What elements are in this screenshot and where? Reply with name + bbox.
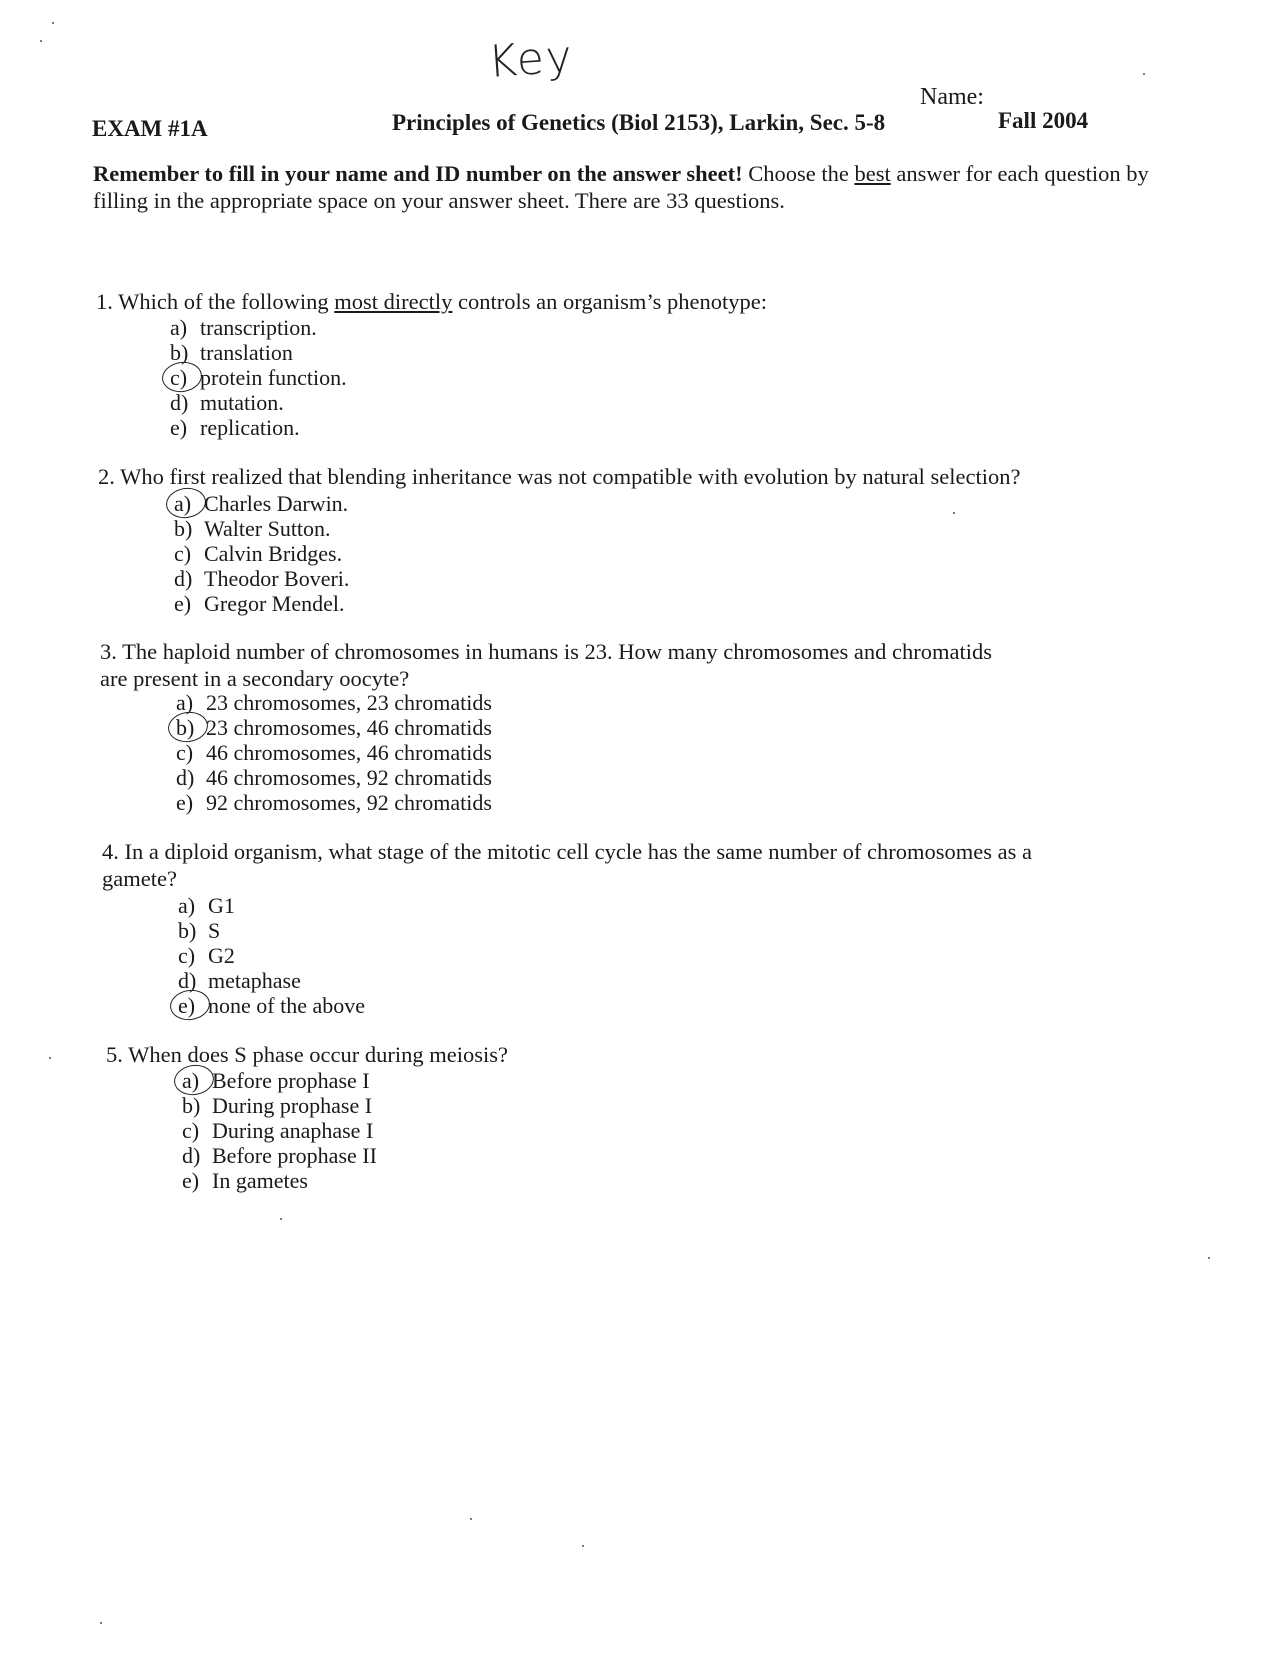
option-label: c) xyxy=(176,740,194,765)
option-text: G2 xyxy=(208,943,235,968)
option-label xyxy=(176,715,206,740)
option-label-text: c) xyxy=(170,365,188,390)
instructions xyxy=(93,160,1193,214)
option-label: d) xyxy=(174,566,193,591)
scan-speck xyxy=(40,40,42,42)
question-2-stem: 2. Who first realized that blending inheritance was not compatible with evolution by natural selection? xyxy=(98,464,1021,489)
option-label: b) xyxy=(170,340,189,365)
instructions-underlined: best xyxy=(854,161,891,186)
question-4-stem-line-1: 4. In a diploid organism, what stage of the mitotic cell cycle has the same number of chromosomes as a xyxy=(102,839,1032,864)
option-label: e) xyxy=(174,591,192,616)
option-label: e) xyxy=(182,1168,200,1193)
option-label xyxy=(182,1068,212,1093)
option xyxy=(182,1068,377,1093)
option-label: d) xyxy=(170,390,189,415)
option-label: b) xyxy=(174,516,193,541)
option xyxy=(176,740,492,765)
option-text: Theodor Boveri. xyxy=(204,566,350,591)
question-1-stem-text-end: controls an organism’s phenotype: xyxy=(452,289,767,314)
option-label: d) xyxy=(178,968,197,993)
option-label: a) xyxy=(178,893,196,918)
question-3-options xyxy=(176,690,492,815)
option-text: Before prophase I xyxy=(212,1068,370,1093)
question-3-stem-line-2: are present in a secondary oocyte? xyxy=(100,666,410,691)
scan-speck xyxy=(1143,73,1145,75)
option-label: c) xyxy=(182,1118,200,1143)
option xyxy=(170,415,347,440)
option-text: Walter Sutton. xyxy=(204,516,331,541)
instructions-text-1: Choose the xyxy=(742,161,855,186)
option-label-text: e) xyxy=(178,993,196,1018)
scan-speck xyxy=(582,1545,584,1547)
option-text: 46 chromosomes, 46 chromatids xyxy=(206,740,492,765)
option xyxy=(170,390,347,415)
option xyxy=(182,1168,377,1193)
scan-speck xyxy=(49,1057,51,1059)
scan-speck xyxy=(100,1622,102,1624)
option xyxy=(178,943,365,968)
term: Fall 2004 xyxy=(998,108,1089,133)
option xyxy=(170,340,347,365)
exam-id: EXAM #1A xyxy=(92,116,208,141)
option-label: a) xyxy=(176,690,194,715)
option xyxy=(174,516,349,541)
option-text: replication. xyxy=(200,415,300,440)
option-label: b) xyxy=(178,918,197,943)
option xyxy=(182,1118,377,1143)
option-label: c) xyxy=(178,943,196,968)
question-4-stem xyxy=(102,838,1032,892)
option xyxy=(182,1093,377,1118)
option xyxy=(170,365,347,390)
option-text: protein function. xyxy=(200,365,347,390)
scan-speck xyxy=(953,512,955,514)
option xyxy=(174,541,349,566)
scan-speck xyxy=(470,1518,472,1520)
scan-speck xyxy=(280,1218,282,1220)
option-label-text: b) xyxy=(176,715,195,740)
option-text: During anaphase I xyxy=(212,1118,374,1143)
option-label: a) xyxy=(170,315,188,340)
option-text: Charles Darwin. xyxy=(204,491,349,516)
option xyxy=(176,790,492,815)
option-text: 46 chromosomes, 92 chromatids xyxy=(206,765,492,790)
question-1-stem-text: 1. Which of the following xyxy=(96,289,335,314)
option xyxy=(182,1143,377,1168)
question-4-stem-line-2: gamete? xyxy=(102,866,177,891)
option-label: e) xyxy=(176,790,194,815)
option-text: Calvin Bridges. xyxy=(204,541,343,566)
question-1-stem xyxy=(96,288,767,315)
option xyxy=(178,918,365,943)
option-text: metaphase xyxy=(208,968,301,993)
option xyxy=(178,893,365,918)
question-1-options xyxy=(170,315,347,440)
instructions-text-2: answer for each question by filling in the appropriate space on your answer sheet. There are 33 questions. xyxy=(93,161,1149,213)
option-text: Gregor Mendel. xyxy=(204,591,345,616)
question-2-options xyxy=(174,491,349,616)
option-text: 23 chromosomes, 23 chromatids xyxy=(206,690,492,715)
option-label xyxy=(174,491,204,516)
option-label: b) xyxy=(182,1093,201,1118)
option xyxy=(176,765,492,790)
option-text: none of the above xyxy=(208,993,365,1018)
option xyxy=(174,566,349,591)
instructions-bold: Remember to fill in your name and ID number on the answer sheet! xyxy=(93,161,743,186)
option-label xyxy=(178,993,208,1018)
option xyxy=(178,993,365,1018)
option-text: mutation. xyxy=(200,390,284,415)
option-label-text: a) xyxy=(182,1068,200,1093)
question-3-stem-line-1: 3. The haploid number of chromosomes in humans is 23. How many chromosomes and chromatids xyxy=(100,639,992,664)
question-3-stem xyxy=(100,638,992,692)
question-4-options xyxy=(178,893,365,1018)
name-label: Name: xyxy=(920,84,984,110)
handwritten-key-note: Key xyxy=(486,31,576,88)
option-label: d) xyxy=(182,1143,201,1168)
scan-speck xyxy=(1208,1257,1210,1259)
option-text: 92 chromosomes, 92 chromatids xyxy=(206,790,492,815)
option-label-text: a) xyxy=(174,491,192,516)
question-5-stem: 5. When does S phase occur during meiosis? xyxy=(106,1042,509,1067)
option-text: transcription. xyxy=(200,315,317,340)
option-text: 23 chromosomes, 46 chromatids xyxy=(206,715,492,740)
question-5-options xyxy=(182,1068,377,1193)
option xyxy=(176,715,492,740)
option-label xyxy=(170,365,200,390)
course-title: Principles of Genetics (Biol 2153), Larkin, Sec. 5-8 xyxy=(392,110,886,135)
option-label: e) xyxy=(170,415,188,440)
answer-circle-mark xyxy=(168,987,212,1022)
option xyxy=(176,690,492,715)
option-label: d) xyxy=(176,765,195,790)
option-text: During prophase I xyxy=(212,1093,373,1118)
option-text: G1 xyxy=(208,893,235,918)
option-text: translation xyxy=(200,340,293,365)
option xyxy=(174,591,349,616)
option-text: S xyxy=(208,918,221,943)
option-label: c) xyxy=(174,541,192,566)
option xyxy=(178,968,365,993)
question-1-stem-underlined: most directly xyxy=(334,289,453,314)
option xyxy=(170,315,347,340)
option-text: In gametes xyxy=(212,1168,308,1193)
option xyxy=(174,491,349,516)
option-text: Before prophase II xyxy=(212,1143,377,1168)
scan-speck xyxy=(52,22,54,24)
